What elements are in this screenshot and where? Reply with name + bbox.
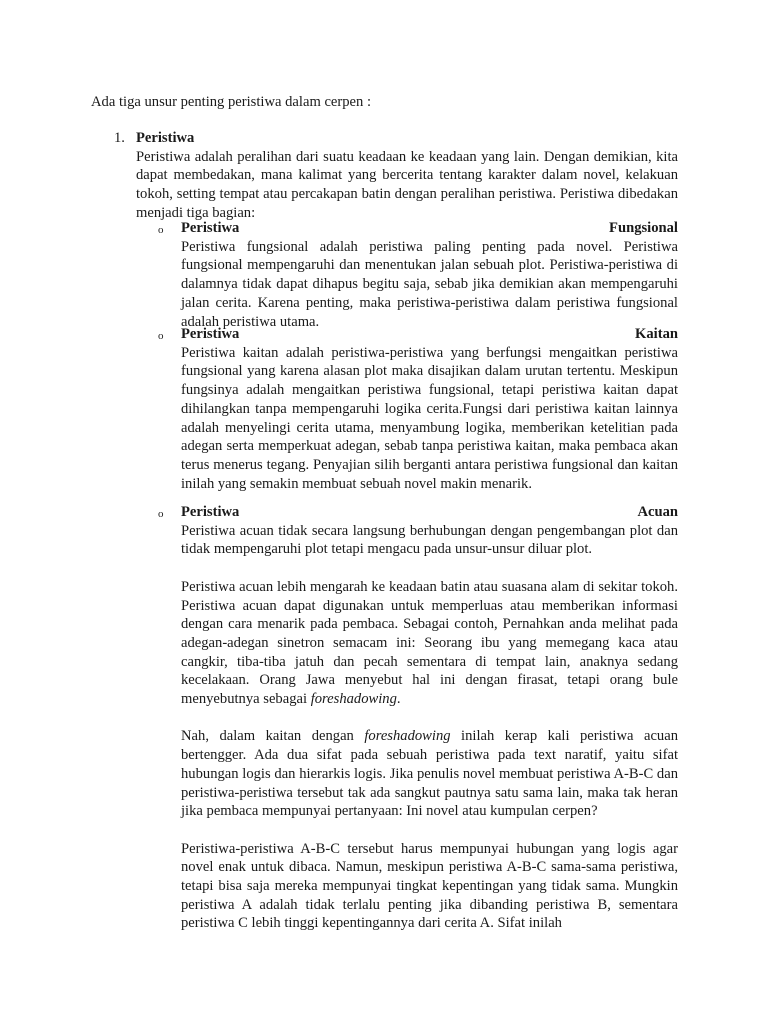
sub-item-fungsional xyxy=(181,219,678,331)
paragraph-gap xyxy=(181,709,678,728)
bullet-icon: o xyxy=(158,224,164,236)
acuan-paragraph-1: Peristiwa acuan tidak secara langsung berhubungan dengan pengembangan plot dan tidak mempengaruhi plot tetapi mengacu pada unsur-unsur diluar plot. xyxy=(181,522,678,558)
sub-heading-left: Peristiwa xyxy=(181,220,240,236)
section-heading: Peristiwa xyxy=(136,130,195,146)
sub-heading xyxy=(181,503,678,522)
sub-heading xyxy=(181,325,678,344)
sub-body: Peristiwa kaitan adalah peristiwa-peristiwa yang berfungsi mengaitkan peristiwa fungsional yang karena alasan plot maka disajikan dalam urutan tertentu. Meskipun fungsinya adalah mengaitkan peristiwa fungsional, tetapi peristiwa kaitan dapat dihilangkan tanpa mempengaruhi logika cerita.Fungsi dari peristiwa kaitan lainnya adalah menyelingi cerita utama, menyambung logika, memberikan ketelitian pada adegan serta memperkuat adegan, sebab tanpa peristiwa kaitan, maka pembaca akan terus menerus tegang. Penyajian silih berganti antara peristiwa fungsional dan kaitan inilah yang semakin membuat sebuah novel makin menarik. xyxy=(181,344,678,492)
list-number: 1. xyxy=(114,130,125,146)
paragraph-gap xyxy=(181,821,678,840)
acuan-paragraph-3 xyxy=(181,727,678,821)
bullet-icon: o xyxy=(158,330,164,342)
foreshadowing-term: foreshadowing xyxy=(364,728,451,745)
sub-item-kaitan xyxy=(181,325,678,493)
sub-heading-right: Acuan xyxy=(637,504,678,520)
acuan-paragraph-3-rest: inilah kerap kali peristiwa acuan bertengger. Ada dua sifat pada sebuah peristiwa pada text naratif, yaitu sifat hubungan logis dan hierarkis logis. Jika penulis novel membuat peristiwa A-B-C dan peristiwa-peristiwa tersebut tak ada sangkut pautnya satu sama lain, maka tak heran jika pembaca mempunyai pertanyaan: Ini novel atau kumpulan cerpen? xyxy=(181,728,679,820)
sub-heading-right: Fungsional xyxy=(609,220,678,236)
acuan-paragraph-2-end: . xyxy=(396,691,401,708)
acuan-paragraph-2 xyxy=(181,578,678,709)
section-body: Peristiwa adalah peralihan dari suatu keadaan ke keadaan yang lain. Dengan demikian, kita dapat membedakan, mana kalimat yang bercerita tentang karakter dalam novel, kelakuan tokoh, setting tempat atau percakapan batin dengan peralihan peristiwa. Peristiwa dibedakan menjadi tiga bagian: xyxy=(136,148,678,221)
sub-heading xyxy=(181,219,678,238)
sub-heading-left: Peristiwa xyxy=(181,504,240,520)
acuan-paragraph-3-start: Nah, dalam kaitan dengan xyxy=(181,728,365,745)
sub-heading-right: Kaitan xyxy=(635,326,678,342)
acuan-paragraph-2-text: Peristiwa acuan lebih mengarah ke keadaan batin atau suasana alam di sekitar tokoh. Peristiwa acuan dapat digunakan untuk memperluas atau memberikan informasi dengan cara menarik pada pembaca. Sebagai contoh, Pernahkan anda melihat pada adegan-adegan sinetron semacam ini: Seorang ibu yang memegang kaca atau cangkir, tiba-tiba jatuh dan pecah sementara di tempat lain, anaknya sedang kecelakaan. Orang Jawa menyebut hal ini dengan firasat, tetapi orang bule menyebutnya sebagai xyxy=(181,578,678,708)
foreshadowing-term: foreshadowing xyxy=(310,691,397,708)
acuan-paragraph-4: Peristiwa-peristiwa A-B-C tersebut harus mempunyai hubungan yang logis agar novel enak untuk dibaca. Namun, meskipun peristiwa A-B-C sama-sama peristiwa, tetapi bisa saja mereka mempunyai tingkat kepentingan yang tidak sama. Mungkin peristiwa A adalah tidak terlalu penting jika dibanding peristiwa B, sementara peristiwa C lebih tinggi kepentingannya dari cerita A. Sifat inilah xyxy=(181,840,678,932)
sub-heading-left: Peristiwa xyxy=(181,326,240,342)
section-peristiwa xyxy=(136,129,678,223)
sub-item-acuan xyxy=(181,503,678,933)
bullet-icon: o xyxy=(158,508,164,520)
sub-body: Peristiwa fungsional adalah peristiwa paling penting pada novel. Peristiwa fungsional mempengaruhi dan menentukan jalan sebuah plot. Peristiwa-peristiwa di dalamnya tidak dapat dihapus begitu saja, sebab jika demikian akan mempengaruhi jalan cerita. Karena penting, maka peristiwa-peristiwa dalam peristiwa fungsional adalah peristiwa utama. xyxy=(181,238,678,330)
paragraph-gap xyxy=(181,559,678,578)
intro-text: Ada tiga unsur penting peristiwa dalam cerpen : xyxy=(91,94,372,110)
